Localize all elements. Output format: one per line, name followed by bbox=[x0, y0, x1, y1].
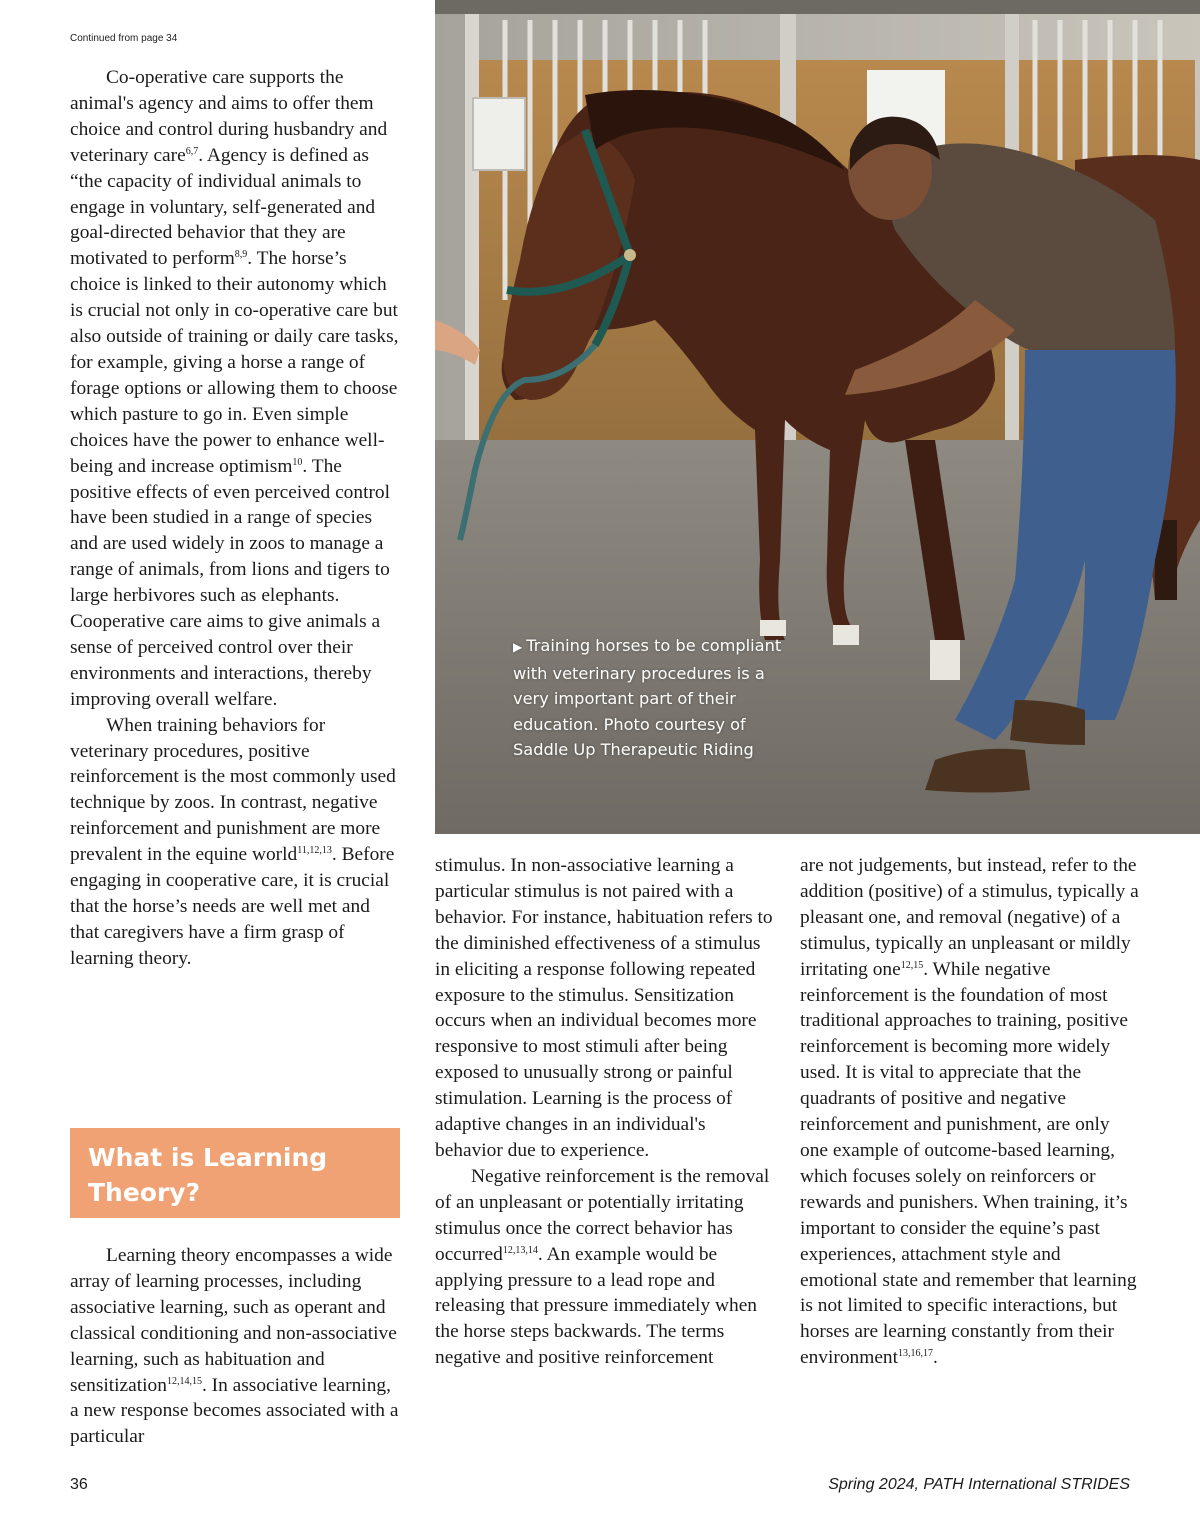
paragraph-reinforcement-terms: are not judgements, but instead, refer to the addition (positive) of a stimulus, typically a pleasant one, and removal (negative) of a stimulus, typically an unpleasant or mildly irritating one$^{12,15}$. While negative reinforcement is the foundation of most traditional approaches to training, positive reinforcement is becoming more widely used. It is vital to appreciate that the quadrants of positive and negative reinforcement and punishment, are only one example of outcome-based learning, which focuses solely on reinforcers or rewards and punishers. When training, it’s important to consider the equine’s past experiences, attachment style and emotional state and remember that learning is not limited to specific interactions, but horses are learning constantly from their environment$^{13,16,17}$. bbox=[800, 855, 1139, 1369]
caption-arrow-icon: ▶ bbox=[513, 640, 523, 654]
paragraph-negative-reinforcement: Negative reinforcement is the removal of an unpleasant or potentially irritating stimulus once the correct behavior has occurred$^{12,13,14}$. An example would be applying pressure to a lead rope and releasing that pressure immediately when the horse steps backwards. The terms negative and positive reinforcement bbox=[435, 1165, 770, 1369]
paragraph-training-behaviors: When training behaviors for veterinary procedures, positive reinforcement is the most commonly used technique by zoos. In contrast, negative reinforcement and punishment are more prevalent in the equine world$^{11,12,13}$. Before engaging in cooperative care, it is crucial that the horse’s needs are well met and that caregivers have a firm grasp of learning theory. bbox=[70, 714, 396, 969]
right-column bbox=[800, 853, 1140, 1371]
left-column-top bbox=[70, 65, 400, 972]
middle-column bbox=[435, 853, 775, 1371]
section-heading-box bbox=[70, 1128, 400, 1218]
paragraph-non-associative: stimulus. In non-associative learning a particular stimulus is not paired with a behavior. For instance, habituation refers to the diminished effectiveness of a stimulus in eliciting a response following repeated exposure to the stimulus. Sensitization occurs when an individual becomes more responsive to most stimuli after being exposed to unusually strong or painful stimulation. Learning is the process of adaptive changes in an individual's behavior due to experience. bbox=[435, 855, 773, 1161]
page-number: 36 bbox=[70, 1476, 88, 1493]
publication-footer: Spring 2024, PATH International STRIDES bbox=[828, 1476, 1130, 1493]
photo-caption: ▶ Training horses to be compliant with veterinary procedures is a very important part of their education. Photo courtesy of Saddle Up Therapeutic Riding bbox=[513, 636, 782, 759]
section-heading: What is Learning Theory? bbox=[88, 1143, 328, 1207]
continued-note: Continued from page 34 bbox=[70, 33, 178, 44]
paragraph-cooperative-care: Co-operative care supports the animal's agency and aims to offer them choice and control during husbandry and veterinary care$^{6,7}$. Agency is defined as “the capacity of individual animals to engage in voluntary, self-generated and goal-directed behavior that they are motivated to perform$^{8,9}$. The horse’s choice is linked to their autonomy which is crucial not only in co-operative care but also outside of training or daily care tasks, for example, giving a horse a range of forage options or allowing them to choose which pasture to go in. Even simple choices have the power to enhance well-being and increase optimism$^{10}$. The positive effects of even perceived control have been studied in a range of species and are used widely in zoos to manage a range of animals, from lions and tigers to large herbivores such as elephants. Cooperative care aims to give animals a sense of perceived control over their environments and interactions, thereby improving overall welfare. bbox=[70, 67, 399, 710]
paragraph-learning-theory: Learning theory encompasses a wide array of learning processes, including associative learning, such as operant and classical conditioning and non-associative learning, such as habituation and sensitization$^{12,14,15}$. In associative learning, a new response becomes associated with a particular bbox=[70, 1245, 399, 1448]
left-column-bottom bbox=[70, 1243, 400, 1450]
